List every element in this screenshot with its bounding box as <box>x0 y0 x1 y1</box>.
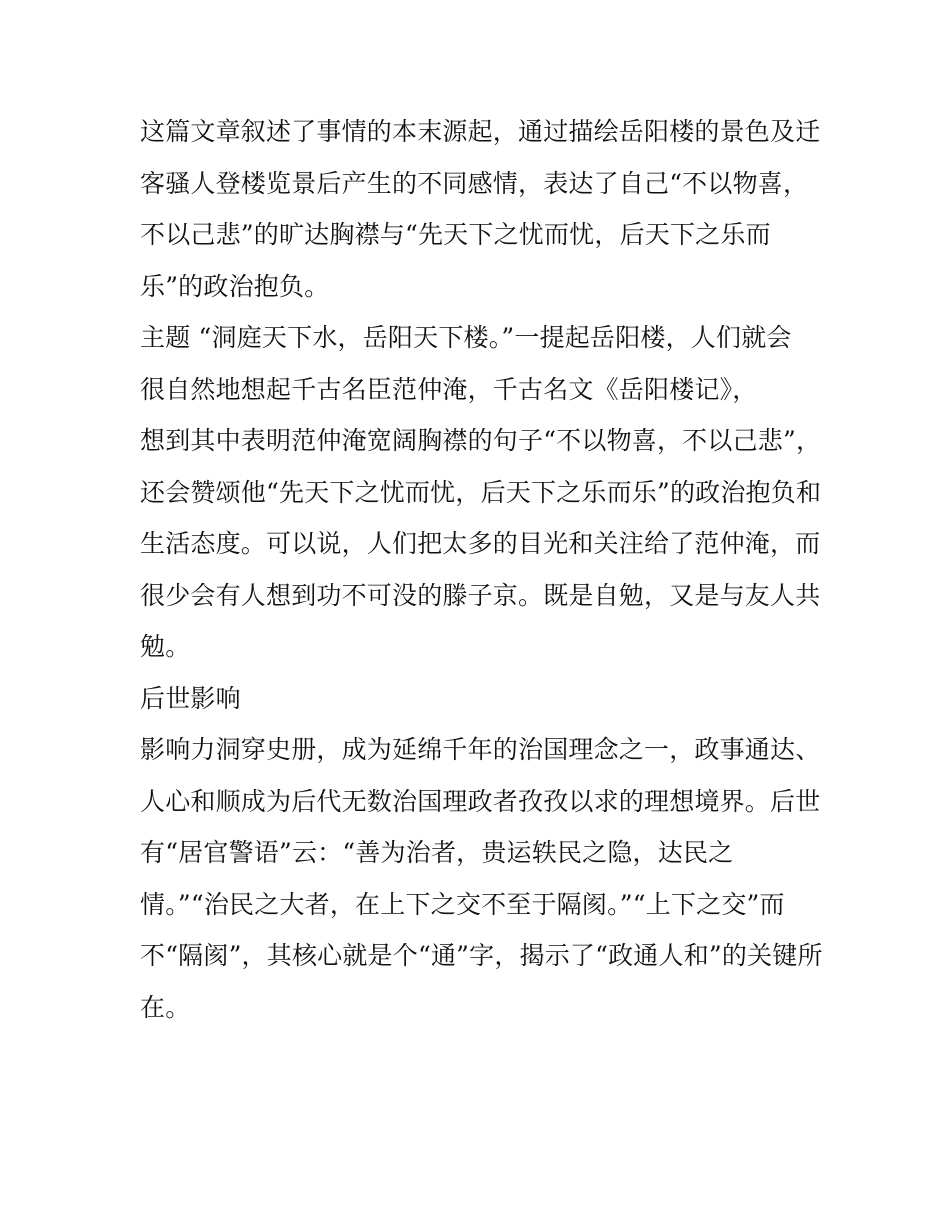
text-line: 勉。 <box>140 632 191 661</box>
text-line: 生活态度。可以说，人们把太多的目光和关注给了范仲淹，而 <box>140 529 821 558</box>
text-line: 客骚人登楼览景后产生的不同感情，表达了自己“不以物喜， <box>140 168 809 198</box>
text-line: 在。 <box>140 992 191 1022</box>
body-text <box>140 106 830 1033</box>
text-line: 想到其中表明范仲淹宽阔胸襟的句子“不以物喜，不以己悲”， <box>140 426 822 455</box>
text-line: 情。”“治民之大者，在上下之交不至于隔阂。”“上下之交”而 <box>140 889 785 919</box>
text-line: 乐”的政治抱负。 <box>140 271 330 301</box>
text-line: 还会赞颂他“先天下之忧而忧，后天下之乐而乐”的政治抱负和 <box>140 477 822 507</box>
text-line: 不以己悲”的旷达胸襟与“先天下之忧而忧，后天下之乐而 <box>140 220 771 249</box>
text-line: 主题 “洞庭天下水，岳阳天下楼。”一提起岳阳楼，人们就会 <box>140 323 792 352</box>
text-line: 很少会有人想到功不可没的滕子京。既是自勉，又是与友人共 <box>140 580 821 610</box>
text-line: 有“居官警语”云：“善为治者，贵运轶民之隐，达民之 <box>140 838 734 867</box>
section-heading: 后世影响 <box>140 683 241 713</box>
text-line: 不“隔阂”，其核心就是个“通”字，揭示了“政通人和”的关键所 <box>140 941 823 970</box>
text-line: 很自然地想起千古名臣范仲淹，千古名文《岳阳楼记》， <box>140 374 758 404</box>
text-line: 影响力洞穿史册，成为延绵千年的治国理念之一，政事通达、 <box>140 735 821 764</box>
text-line: 人心和顺成为后代无数治国理政者孜孜以求的理想境界。后世 <box>140 786 821 816</box>
text-line: 这篇文章叙述了事情的本末源起，通过描绘岳阳楼的景色及迁 <box>140 117 821 146</box>
